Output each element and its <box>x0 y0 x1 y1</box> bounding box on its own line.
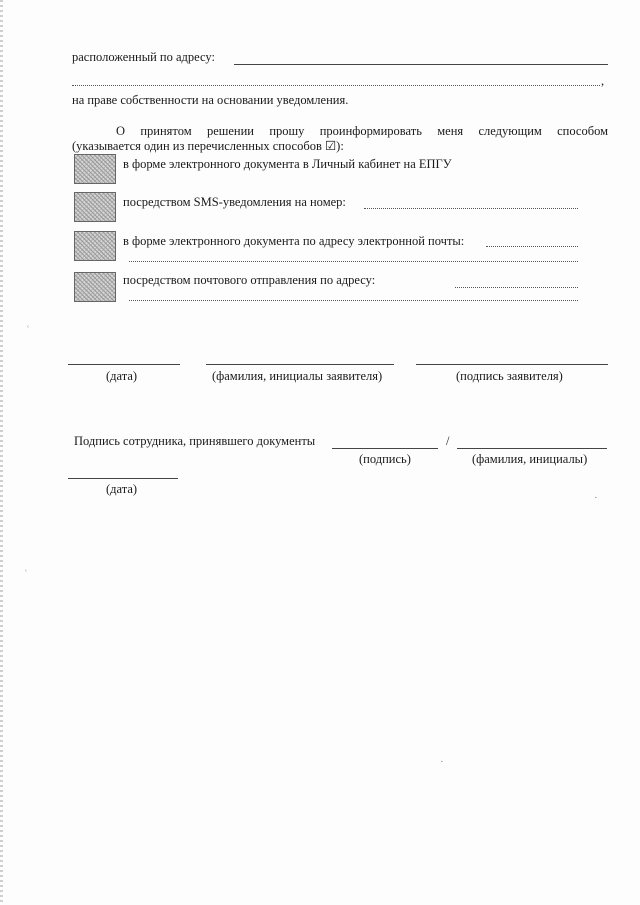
sms-number-field[interactable] <box>364 208 578 209</box>
scan-mark: · <box>594 492 598 504</box>
applicant-name-line[interactable] <box>206 364 394 365</box>
scan-edge <box>0 0 3 905</box>
notify-word: меня <box>437 124 464 138</box>
applicant-date-caption: (дата) <box>106 369 138 383</box>
scan-mark: · <box>440 756 444 768</box>
ownership-text: на праве собственности на основании уведомления. <box>72 93 349 107</box>
scan-mark: ʿ <box>24 568 28 580</box>
staff-sign-line[interactable] <box>332 448 438 449</box>
option-epgu-checkbox[interactable] <box>74 154 116 184</box>
option-email-label: в форме электронного документа по адресу электронной почты: <box>123 234 465 248</box>
applicant-sign-line[interactable] <box>416 364 608 365</box>
notify-word: решении <box>206 124 254 138</box>
staff-signature-label: Подпись сотрудника, принявшего документы <box>74 434 316 448</box>
staff-date-caption: (дата) <box>106 482 138 496</box>
notify-line-2: (указывается один из перечисленных способов ☑): <box>72 139 344 153</box>
option-sms-checkbox[interactable] <box>74 192 116 222</box>
notify-line-1 <box>72 124 608 138</box>
option-sms-label: посредством SMS-уведомления на номер: <box>123 195 346 209</box>
post-address-line-2[interactable] <box>129 300 578 301</box>
address-label: расположенный по адресу: <box>72 50 215 64</box>
email-field-line-2[interactable] <box>129 261 578 262</box>
applicant-name-caption: (фамилия, инициалы заявителя) <box>212 369 383 383</box>
post-address-line-1[interactable] <box>455 287 578 288</box>
option-email-checkbox[interactable] <box>74 231 116 261</box>
notify-word: проинформировать <box>319 124 422 138</box>
option-epgu-label: в форме электронного документа в Личный кабинет на ЕПГУ <box>123 157 452 171</box>
option-post-label: посредством почтового отправления по адресу: <box>123 273 376 287</box>
applicant-date-line[interactable] <box>68 364 180 365</box>
notify-word: принятом <box>140 124 192 138</box>
notify-word: следующим <box>478 124 542 138</box>
scan-mark: ʿ <box>26 324 30 336</box>
applicant-sign-caption: (подпись заявителя) <box>456 369 563 383</box>
staff-slash: / <box>446 434 450 448</box>
staff-name-caption: (фамилия, инициалы) <box>472 452 588 466</box>
notify-word: О <box>116 124 126 138</box>
address-field-line-2[interactable] <box>72 85 600 86</box>
email-field-line-1[interactable] <box>486 246 578 247</box>
notify-word: прошу <box>269 124 305 138</box>
staff-name-line[interactable] <box>457 448 607 449</box>
address-field-line-1[interactable] <box>234 64 608 65</box>
notify-word: способом <box>557 124 608 138</box>
staff-date-line[interactable] <box>68 478 178 479</box>
option-post-checkbox[interactable] <box>74 272 116 302</box>
address-comma: , <box>601 74 605 88</box>
staff-sign-caption: (подпись) <box>359 452 411 466</box>
